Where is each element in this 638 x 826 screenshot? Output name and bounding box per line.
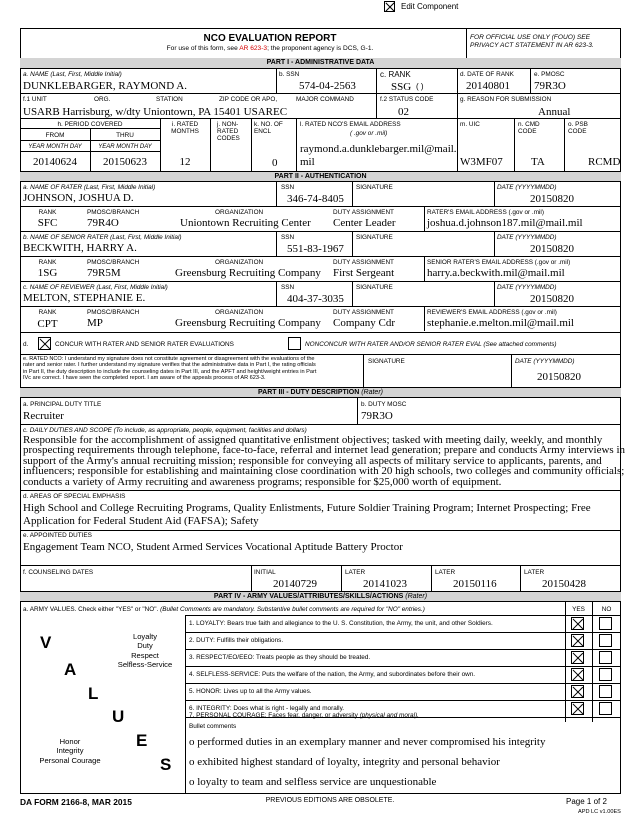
reviewer-pmosc[interactable]: MP xyxy=(87,317,103,329)
initial-counseling-label: INITIAL xyxy=(254,569,276,576)
period-covered-label: h. PERIOD COVERED xyxy=(57,121,123,128)
rater-signature-label: SIGNATURE xyxy=(356,184,393,191)
rated-nco-ssn[interactable]: 574-04-2563 xyxy=(299,80,356,92)
value-row-5-text: 5. HONOR: Lives up to all the Army values. xyxy=(189,688,312,695)
fouo-notice-2: PRIVACY ACT STATEMENT IN AR 623-3. xyxy=(470,42,594,49)
value-row-6-text: 6. INTEGRITY: Does what is right - legally and morally. xyxy=(189,705,345,712)
special-emphasis-line-2: Application for Federal Student Aid (FAFSA); Safety xyxy=(23,515,259,527)
value-row-1-no-checkbox[interactable] xyxy=(599,617,612,630)
nonconcur-checkbox[interactable] xyxy=(288,337,301,350)
bullet-comment-1: o performed duties in an exemplary manner and never compromised his integrity xyxy=(189,736,546,748)
value-selfless-service: Selfless-Service xyxy=(117,660,173,670)
rater-pmosc[interactable]: 79R4O xyxy=(87,217,119,229)
daily-duties-line-2: prospecting requirements through telephone, face-to-face, referral and internet lead generation; prepare and conducts Army interviews in xyxy=(23,444,625,457)
part3-heading-suffix: (Rater) xyxy=(361,389,383,396)
daily-duties-label: c. DAILY DUTIES AND SCOPE (To include, as appropriate, people, equipment, facilities and dollars) xyxy=(23,427,307,434)
reviewer-organization[interactable]: Greensburg Recruiting Company xyxy=(175,317,321,329)
from-ymd-label: YEAR MONTH DAY xyxy=(28,144,82,150)
page-number: Page 1 of 2 xyxy=(566,797,607,806)
thru-label: THRU xyxy=(116,132,134,139)
senior-rater-signature-label: SIGNATURE xyxy=(356,234,393,241)
values-letter-s: S xyxy=(160,755,172,774)
cmd-code-label-1: n. CMD xyxy=(518,121,540,128)
value-row-1-yes-checkbox[interactable] xyxy=(571,617,584,630)
later-counseling-date-2[interactable]: 20150116 xyxy=(453,578,497,590)
date-of-rank-label: d. DATE OF RANK xyxy=(460,71,514,78)
zip-label: ZIP CODE OR APO, xyxy=(219,96,278,103)
nonconcur-text: NONCONCUR WITH RATER AND/OR SENIOR RATER EVAL (See attached comments) xyxy=(305,341,557,348)
value-respect: Respect xyxy=(131,650,159,660)
bullet-comments-label: Bullet comments xyxy=(189,723,237,730)
rated-months-label-1: i. RATED xyxy=(171,121,199,128)
rank-paren: ( ) xyxy=(416,82,424,91)
no-column-label: NO xyxy=(601,606,612,613)
later-counseling-label-2: LATER xyxy=(435,569,456,576)
reviewer-duty[interactable]: Company Cdr xyxy=(333,317,396,329)
psb-code-label-1: o. PSB xyxy=(568,121,588,128)
status-code[interactable]: 02 xyxy=(398,106,409,118)
senior-rater-rank[interactable]: 1SG xyxy=(37,267,58,279)
value-personal-courage: Personal Courage xyxy=(39,755,101,765)
values-letter-l: L xyxy=(88,684,99,703)
rater-email-label: RATER'S EMAIL ADDRESS (.gov or .mil) xyxy=(427,209,544,216)
appointed-duties[interactable]: Engagement Team NCO, Student Armed Services Vocational Aptitude Battery Proctor xyxy=(23,541,403,553)
reviewer-date[interactable]: 20150820 xyxy=(530,293,574,305)
senior-rater-date-label: DATE (YYYYMMDD) xyxy=(497,234,557,241)
value-row-5-yes-checkbox[interactable] xyxy=(571,685,584,698)
cmd-code[interactable]: TA xyxy=(531,156,545,168)
nonconcur-label xyxy=(305,341,557,348)
rated-email-1[interactable]: raymond.a.dunklebarger.mil@mail. xyxy=(300,143,457,155)
senior-rater-organization[interactable]: Greensburg Recruiting Company xyxy=(175,267,321,279)
value-row-4-no-checkbox[interactable] xyxy=(599,668,612,681)
rater-organization[interactable]: Uniontown Recruiting Center xyxy=(180,217,311,229)
rated-nco-statement xyxy=(23,356,361,382)
senior-rater-ssn[interactable]: 551-83-1967 xyxy=(287,243,344,255)
reason-for-submission[interactable]: Annual xyxy=(538,106,571,118)
reviewer-rank-label: RANK xyxy=(38,309,57,316)
rated-months[interactable]: 12 xyxy=(179,156,191,168)
daily-duties-line-1: Responsible for the accomplishment of assigned quantitative enlistment objectives; tasked with meeting daily, weekly, and monthly xyxy=(23,434,603,446)
rater-email[interactable]: joshua.d.johnson187.mil@mail.mil xyxy=(427,217,583,229)
value-integrity: Integrity xyxy=(56,746,84,756)
unit-label: f.1 UNIT xyxy=(23,96,47,103)
subtitle-pre: For use of this form, see xyxy=(166,45,240,52)
nonrated-label-1: j. NON- xyxy=(217,121,239,128)
rater-rank-label: RANK xyxy=(38,209,57,216)
daily-duties-line-5: conducts a variety of Army recruiting and awareness programs; responsible for $25,000 worth of equipment. xyxy=(23,475,502,488)
thru-ymd-label: YEAR MONTH DAY xyxy=(98,144,152,150)
concur-checkbox[interactable] xyxy=(38,337,51,350)
date-of-rank[interactable]: 20140801 xyxy=(466,80,510,92)
bullet-comments[interactable] xyxy=(189,732,619,792)
rated-nco-name[interactable]: DUNKLEBARGER, RAYMOND A. xyxy=(23,80,187,92)
principal-duty-label: a. PRINCIPAL DUTY TITLE xyxy=(23,401,102,408)
senior-rater-pmosc[interactable]: 79R5M xyxy=(87,267,121,279)
duty-mosc[interactable]: 79R3O xyxy=(361,410,393,422)
rated-nco-line-3: in Part II, the duty description to include the counseling dates in Part III, and the APFT and height/weight entries in Part xyxy=(23,368,317,375)
value-row-3-no-checkbox[interactable] xyxy=(599,651,612,664)
bullet-comment-3: o loyalty to team and selfless service are unquestionable xyxy=(189,776,437,788)
rater-name-label: a. NAME OF RATER (Last, First, Middle Initial) xyxy=(23,184,156,191)
rated-email-label-1: l. RATED NCO'S EMAIL ADDRESS xyxy=(300,121,401,128)
later-counseling-date-1[interactable]: 20141023 xyxy=(363,578,407,590)
value-honor: Honor xyxy=(59,737,81,746)
rater-duty-label: DUTY ASSIGNMENT xyxy=(333,209,394,216)
value-duty: Duty xyxy=(137,641,153,651)
counseling-dates-label: f. COUNSELING DATES xyxy=(23,569,94,576)
special-emphasis-label: d. AREAS OF SPECIAL EMPHASIS xyxy=(23,493,126,500)
daily-duties-line-4: influencers; responsible for establishing and maintaining close coordination with 20 high schools, two colleges and community officials; xyxy=(23,465,625,478)
rater-pmosc-label: PMOSC/BRANCH xyxy=(87,209,140,216)
senior-rater-email-label: SENIOR RATER'S EMAIL ADDRESS (.gov or .mil) xyxy=(427,259,571,266)
part3-heading-text: PART III - DUTY DESCRIPTION xyxy=(258,389,360,396)
duty-mosc-label: b. DUTY MOSC xyxy=(361,401,407,408)
values-list-lower xyxy=(30,737,110,765)
reviewer-rank[interactable]: CPT xyxy=(37,318,58,330)
rater-name[interactable]: JOHNSON, JOSHUA D. xyxy=(23,192,134,204)
from-label: FROM xyxy=(45,132,65,139)
psb-code[interactable]: RCMD xyxy=(588,156,621,168)
rater-duty[interactable]: Center Leader xyxy=(333,217,396,229)
army-values-instructions xyxy=(23,606,425,613)
value-row-6-no-checkbox[interactable] xyxy=(599,702,612,715)
senior-rater-name[interactable]: BECKWITH, HARRY A. xyxy=(23,242,137,254)
senior-rater-name-label: b. NAME OF SENIOR RATER (Last, First, Middle Initial) xyxy=(23,234,182,241)
value-row-1-text: 1. LOYALTY: Bears true faith and allegiance to the U. S. Constitution, the Army, the unit, and other Soldiers. xyxy=(189,620,493,627)
part2-heading: PART II - AUTHENTICATION xyxy=(20,171,621,181)
value-row-6-yes-checkbox[interactable] xyxy=(571,702,584,715)
form-subtitle xyxy=(100,45,440,52)
reviewer-signature-label: SIGNATURE xyxy=(356,284,393,291)
rated-email-label-2: ( .gov or .mil) xyxy=(350,130,388,137)
psb-code-label-2: CODE xyxy=(568,128,587,135)
edit-component-checkbox[interactable] xyxy=(384,1,395,12)
concur-label: CONCUR WITH RATER AND SENIOR RATER EVALUATIONS xyxy=(55,341,234,348)
value-row-2-no-checkbox[interactable] xyxy=(599,634,612,647)
form-title: NCO EVALUATION REPORT xyxy=(203,33,337,44)
appointed-duties-label: e. APPOINTED DUTIES xyxy=(23,532,92,539)
reviewer-pmosc-label: PMOSC/BRANCH xyxy=(87,309,140,316)
courage-text: 7. PERSONAL COURAGE: Faces fear, danger, or adversity xyxy=(189,712,360,719)
senior-rater-rank-label: RANK xyxy=(38,259,57,266)
later-counseling-label-1: LATER xyxy=(345,569,366,576)
period-thru[interactable]: 20150623 xyxy=(103,156,147,168)
value-row-3-text: 3. RESPECT/EO/EEO: Treats people as they should be treated. xyxy=(189,654,371,661)
principal-duty-title[interactable]: Recruiter xyxy=(23,410,64,422)
senior-rater-date[interactable]: 20150820 xyxy=(530,243,574,255)
rated-nco-line-4: IVc are correct. I have seen the completed report. I am aware of the appeals process of AR 623-3. xyxy=(23,375,266,382)
value-row-5-no-checkbox[interactable] xyxy=(599,685,612,698)
rated-email-2[interactable]: mil xyxy=(300,156,315,168)
senior-rater-duty-label: DUTY ASSIGNMENT xyxy=(333,259,394,266)
army-values-instr-pre: a. ARMY VALUES. Check either "YES" or "NO". xyxy=(23,606,161,613)
rated-nco-signature-label: SIGNATURE xyxy=(368,358,405,365)
rated-nco-line-1: e. RATED NCO: I understand my signature does not constitute agreement or disagreement with the evaluations of the xyxy=(23,356,315,362)
senior-rater-org-label: ORGANIZATION xyxy=(215,259,264,266)
courage-italic: (physical and moral). xyxy=(359,712,419,719)
reviewer-date-label: DATE (YYYYMMDD) xyxy=(497,284,557,291)
obsolete-notice: PREVIOUS EDITIONS ARE OBSOLETE. xyxy=(265,797,395,804)
rater-rank[interactable]: SFC xyxy=(37,217,58,229)
rated-nco-line-2: rater and senior rater. I further understand my signature verifies that the administrative data in Part I, the rating officials xyxy=(23,362,316,369)
name-label: a. NAME (Last, First, Middle Initial) xyxy=(23,71,122,78)
nonrated-label-2: RATED xyxy=(217,128,239,135)
cmd-code-label-2: CODE xyxy=(518,128,537,135)
daily-duties-line-3: support of the Army's annual recruiting mission; responsible for conveying all aspects of military service to applicants, parents, and xyxy=(23,454,602,467)
rated-nco-rank[interactable]: SSG xyxy=(391,81,412,93)
value-loyalty: Loyalty xyxy=(132,632,158,641)
number-of-enclosures[interactable]: 0 xyxy=(272,157,278,169)
part4-heading xyxy=(20,591,621,601)
rater-date[interactable]: 20150820 xyxy=(530,193,574,205)
value-row-2-yes-checkbox[interactable] xyxy=(571,634,584,647)
reviewer-email-label: REVIEWER'S EMAIL ADDRESS (.gov or .mil) xyxy=(427,309,557,316)
rated-nco-date-label: DATE (YYYYMMDD) xyxy=(515,358,575,365)
reviewer-name[interactable]: MELTON, STEPHANIE E. xyxy=(23,292,146,304)
value-row-2-text: 2. DUTY: Fulfills their obligations. xyxy=(189,637,284,644)
senior-rater-ssn-label: SSN xyxy=(281,234,295,241)
part1-heading: PART I - ADMINISTRATIVE DATA xyxy=(20,58,621,68)
special-emphasis-line-1: High School and College Recruiting Programs, Quality Enlistments, Future Soldier Training Program; Internet Prospecting; Free xyxy=(23,502,591,514)
unit-value[interactable]: USARB Harrisburg, w/dty Uniontown, PA 15401 USAREC xyxy=(23,106,288,118)
reviewer-email[interactable]: stephanie.e.melton.mil@mail.mil xyxy=(427,317,574,329)
senior-rater-pmosc-label: PMOSC/BRANCH xyxy=(87,259,140,266)
ar-623-3-link[interactable]: AR 623-3 xyxy=(239,45,268,52)
value-row-3-yes-checkbox[interactable] xyxy=(571,651,584,664)
apd-version: APD LC v1.00ES xyxy=(578,809,621,815)
form-number: DA FORM 2166-8, MAR 2015 xyxy=(20,797,132,807)
value-row-4-yes-checkbox[interactable] xyxy=(571,668,584,681)
org-label: ORG. xyxy=(94,96,111,103)
pmosc[interactable]: 79R3O xyxy=(534,80,566,92)
encl-label-2: ENCL xyxy=(254,128,272,135)
major-command-label: MAJOR COMMAND xyxy=(296,96,354,103)
part4-heading-text: PART IV - ARMY VALUES/ATTRIBUTES/SKILLS/ACTIONS xyxy=(213,593,404,600)
initial-counseling-date[interactable]: 20140729 xyxy=(273,578,317,590)
later-counseling-date-3[interactable]: 20150428 xyxy=(542,578,586,590)
subtitle-post: ; the proponent agency is DCS, G-1. xyxy=(267,45,374,52)
rank-label: c. RANK xyxy=(380,70,411,79)
ssn-label: b. SSN xyxy=(279,71,300,78)
station-label: STATION xyxy=(156,96,183,103)
uic[interactable]: W3MF07 xyxy=(460,156,503,168)
reviewer-ssn[interactable]: 404-37-3035 xyxy=(287,293,344,305)
yes-column-label: YES xyxy=(572,606,585,613)
values-list-upper xyxy=(105,632,185,670)
edit-component-label[interactable]: Edit Component xyxy=(401,2,459,11)
later-counseling-label-3: LATER xyxy=(524,569,545,576)
encl-label-1: k. NO. OF xyxy=(254,121,283,128)
special-emphasis-text[interactable] xyxy=(23,502,619,528)
pmosc-label: e. PMOSC xyxy=(534,71,565,78)
rated-nco-date[interactable]: 20150820 xyxy=(537,371,581,383)
uic-label: m. UIC xyxy=(460,121,480,128)
bullet-comment-2: o exhibited highest standard of loyalty, integrity and personal behavior xyxy=(189,756,500,768)
senior-rater-email[interactable]: harry.a.beckwith.mil@mail.mil xyxy=(427,267,565,279)
rater-ssn-label: SSN xyxy=(281,184,295,191)
values-letter-u: U xyxy=(112,707,125,726)
rater-ssn[interactable]: 346-74-8405 xyxy=(287,193,344,205)
part4-heading-suffix: (Rater) xyxy=(405,593,428,600)
daily-duties-text[interactable] xyxy=(23,434,625,488)
senior-rater-duty[interactable]: First Sergeant xyxy=(333,267,395,279)
value-row-7-text xyxy=(189,712,419,719)
reviewer-name-label: c. NAME OF REVIEWER (Last, First, Middle Initial) xyxy=(23,284,168,291)
reviewer-ssn-label: SSN xyxy=(281,284,295,291)
rated-months-label-2: MONTHS xyxy=(171,128,199,135)
period-from[interactable]: 20140624 xyxy=(33,156,77,168)
values-letter-e: E xyxy=(136,731,148,750)
value-row-4-text: 4. SELFLESS-SERVICE: Puts the welfare of the nation, the Army, and subordinates before their own. xyxy=(189,671,476,678)
reviewer-duty-label: DUTY ASSIGNMENT xyxy=(333,309,394,316)
values-letter-a: A xyxy=(64,660,77,679)
fouo-notice-1: FOR OFFICIAL USE ONLY (FOUO) SEE xyxy=(470,34,591,41)
status-code-label: f.2 STATUS CODE xyxy=(380,96,434,103)
rater-date-label: DATE (YYYYMMDD) xyxy=(497,184,557,191)
values-letter-v: V xyxy=(40,633,52,652)
d-label: d. xyxy=(23,341,29,348)
nonrated-label-3: CODES xyxy=(217,135,240,142)
reviewer-org-label: ORGANIZATION xyxy=(215,309,264,316)
rater-org-label: ORGANIZATION xyxy=(215,209,264,216)
part3-heading xyxy=(20,387,621,397)
reason-label: g. REASON FOR SUBMISSION xyxy=(460,96,552,103)
army-values-instr-italic: (Bullet Comments are mandatory. Substantive bullet comments are required for "NO" entries.) xyxy=(160,606,425,613)
